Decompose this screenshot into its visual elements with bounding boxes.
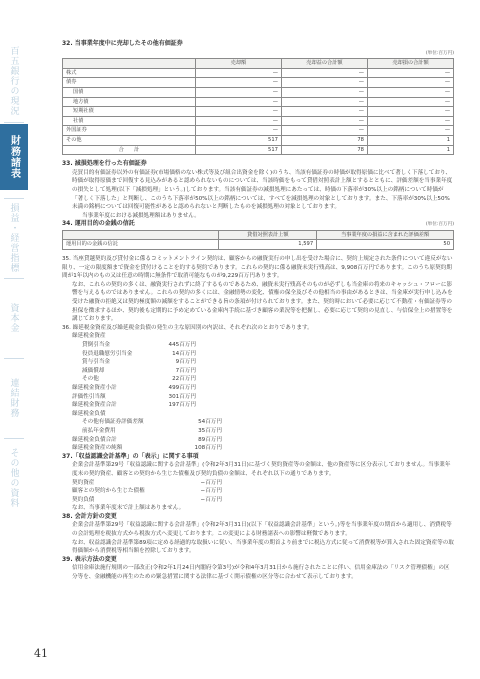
cell: —: [367, 78, 453, 88]
table-row: [63, 78, 454, 88]
section-37-note: なお、当事業年度末で計上額はありません。: [72, 505, 185, 512]
cell: —: [195, 116, 281, 126]
list-item: [62, 436, 454, 445]
item-value: 89百万円: [198, 436, 222, 443]
sales-table: [62, 58, 454, 155]
cell: 1: [367, 135, 453, 145]
cell: —: [281, 107, 367, 117]
cell: 517: [195, 145, 281, 155]
cell: 1,597: [219, 240, 317, 250]
list-item: [62, 496, 454, 505]
section-35-body-2: なお、これらの契約の多くは、融資実行されずに終了するものであるため、融資未実行残高そのものが必ずしも当金庫の将来のキャッシュ・フローに影響を与えるものではありません。これらの契約の多くには、金融情勢の変化、債権の保全及びその他相当の事由があるときは、当金庫が実行申し込みを受けた融資の拒絶又は契約極度額の減額をすることができる旨の条項が付けられております。また、契約時において必要に応じて不動産・有価証券等の担保を徴求するほか、契約後も定期的に予め定めている金庫内手続に基づき顧客の業況等を把握し、必要に応じて契約の見直し、与信保全上の措置等を講じております。: [72, 281, 453, 323]
item-value: −百万円: [200, 496, 222, 503]
section-36-intro: 36. 繰延税金資産及び繰延税金負債の発生の主な原因別の内訳は、それぞれ次のとおりであります。: [62, 324, 313, 331]
item-value: 108百万円: [194, 445, 222, 452]
row-label: 国債: [63, 87, 196, 97]
section-33-note: 当事業年度における減損処理額はありません。: [82, 212, 200, 219]
table-header: 売却額: [195, 59, 281, 69]
section-39-title: 39. 表示方法の変更: [62, 555, 117, 563]
cell: —: [367, 68, 453, 78]
side-divider: [4, 122, 24, 123]
document-body: [62, 40, 454, 582]
table-row: [63, 116, 454, 126]
section-34-title: 34. 運用目的の金銭の信託: [62, 220, 135, 228]
item-value: 35百万円: [198, 427, 222, 434]
side-divider: [4, 198, 24, 199]
cell: —: [195, 107, 281, 117]
side-tab-3[interactable]: [0, 205, 28, 271]
side-tab-4-label: 資本金: [8, 303, 19, 333]
item-value: −百万円: [200, 488, 222, 495]
section-32-title: 32. 当事業年度中に売却したその他有価証券: [62, 40, 183, 47]
cell: —: [195, 78, 281, 88]
item-label: 前払年金費用: [82, 427, 116, 434]
table-header: 売却益の合計額: [281, 59, 367, 69]
table-row: [63, 68, 454, 78]
list-item: [62, 444, 454, 453]
sidebar: [0, 0, 28, 679]
item-label: 繰延税金資産の純額: [72, 445, 123, 452]
row-label: その他: [63, 135, 196, 145]
item-label: 契約資産: [72, 479, 95, 486]
side-tab-5[interactable]: [0, 365, 28, 431]
money-trust-table: [62, 230, 454, 250]
item-value: 14百万円: [172, 350, 196, 357]
item-label: 減価償却: [82, 367, 105, 374]
table-row: [63, 135, 454, 145]
side-divider: [4, 278, 24, 279]
dta-heading: 繰延税金資産: [72, 333, 106, 340]
item-label: 繰延税金資産合計: [72, 402, 117, 409]
section-35-body: 35. 当座貸越契約及び貸付金に係るコミットメントライン契約は、顧客からの融資実行の申し出を受けた場合に、契約上規定された条件について違反がない限り、一定の限度額まで資金を貸付けることを約する契約であります。これらの契約に係る融資未実行残高は、9,908百万円であります。このうち原契約期間が1年以内のもの又は任意の時期に無条件で取消可能なものが9,229百万円あります。: [62, 256, 453, 280]
cell: 78: [281, 145, 367, 155]
list-item: [62, 487, 454, 496]
section-33-body: 売買目的有価証券以外の有価証券(市場価格のない株式等及び組合出資金を除く)のうち、当該有価証券の時価が取得原価に比べて著しく下落しており、時価が取得原価まで回復する見込みがあると認められないものについては、当該時価をもって貸借対照表計上額とするとともに、評価差額を当事業年度の損失として処理(以下「減損処理」という。)しております。当該有価証券の減損処理にあたっては、時価の下落率が30%以上の銘柄について時価が「著しく下落した」と判断し、このうち下落率が50%以上の銘柄については、すべてを減損処理の対象としております。また、下落率が30%以上50%未満の銘柄については回復可能性があると認められないと判断したものを減損処理の対象としております。: [72, 169, 453, 211]
item-label: 賞与引当金: [82, 359, 110, 366]
side-divider: [4, 358, 24, 359]
list-item: [62, 479, 454, 488]
item-value: −百万円: [200, 479, 222, 486]
cell: —: [281, 78, 367, 88]
list-item: [62, 418, 454, 427]
table-row: [63, 107, 454, 117]
side-tab-6[interactable]: [0, 445, 28, 511]
row-label: 合 計: [63, 145, 196, 155]
table-header: 当事業年度の損益に含まれた評価差額: [317, 230, 454, 240]
cell: 50: [317, 240, 454, 250]
cell: —: [281, 87, 367, 97]
side-tab-5-label: 連結財務: [8, 378, 19, 418]
section-37-title: 37.「収益認識会計基準」の「表示」に関する事項: [62, 452, 199, 460]
item-value: 54百万円: [198, 419, 222, 426]
list-item: [62, 358, 454, 367]
table-header: [63, 59, 196, 69]
side-tab-6-label: その他の資料: [8, 448, 19, 508]
section-39-body: 信用金庫法施行規則の一部改正(令和2年1月24日内閣府令第3号)が令和4年3月31日から施行されたことに伴い、信用金庫法の「リスク管理債権」の区分等を、金融機能の再生のための緊急措置に関する法律に基づく開示債権の区分等に合わせて表示しております。: [72, 565, 450, 581]
side-tab-3-label: 損益・経営指標: [8, 203, 19, 273]
row-label: 運用目的の金銭の信託: [63, 240, 219, 250]
section-38-title: 38. 会計方針の変更: [62, 512, 117, 520]
cell: —: [281, 116, 367, 126]
item-value: 499百万円: [168, 384, 196, 391]
item-label: 役員退職慰労引当金: [82, 350, 133, 357]
cell: —: [195, 126, 281, 136]
side-tab-1[interactable]: [0, 48, 28, 114]
list-item: [62, 341, 454, 350]
cell: —: [195, 87, 281, 97]
row-label: 債券: [63, 78, 196, 88]
cell: —: [281, 126, 367, 136]
section-32-unit: (単位:百万円): [425, 50, 454, 56]
section-33-title: 33. 減損処理を行った有価証券: [62, 160, 147, 168]
list-item: [62, 384, 454, 393]
side-tab-1-label: 百五銀行の現況: [8, 46, 19, 116]
item-value: 7百万円: [175, 367, 196, 374]
cell: —: [195, 97, 281, 107]
item-label: 評価性引当額: [72, 393, 106, 400]
section-34-unit: (単位:百万円): [425, 222, 454, 228]
table-header: [63, 230, 219, 240]
list-item: [62, 427, 454, 436]
row-label: 外国証券: [63, 126, 196, 136]
item-value: 445百万円: [168, 342, 196, 348]
item-value: 301百万円: [168, 393, 196, 400]
section-38-body: 企業会計基準第29号「収益認識に関する会計基準」(令和2年3月31日)(以下「収益認識会計基準」という。)等を当事業年度の期首から適用し、消費税等の会計処理を税抜方式から税抜方式へ変更しております。この変更による財務諸表への影響は軽微であります。: [72, 522, 452, 538]
list-item: [62, 367, 454, 376]
cell: —: [367, 116, 453, 126]
side-tab-2[interactable]: [0, 124, 28, 190]
list-item: [62, 350, 454, 359]
cell: —: [367, 107, 453, 117]
item-label: その他: [82, 376, 99, 383]
side-tab-2-label: 財務諸表: [8, 135, 20, 179]
row-label: 社債: [63, 116, 196, 126]
list-item: [62, 393, 454, 402]
list-item: [62, 401, 454, 410]
cell: —: [281, 68, 367, 78]
item-label: 顧客との契約から生じた債権: [72, 488, 145, 495]
side-divider: [4, 438, 24, 439]
row-label: 株式: [63, 68, 196, 78]
table-row: [63, 126, 454, 136]
row-label: 短期社債: [63, 107, 196, 117]
cell: —: [281, 97, 367, 107]
table-header: 貸借対照表計上額: [219, 230, 317, 240]
list-item: [62, 375, 454, 384]
item-label: 繰延税金負債合計: [72, 436, 117, 443]
table-row: [63, 240, 454, 250]
table-header: 売却損の合計額: [367, 59, 453, 69]
row-label: 地方債: [63, 97, 196, 107]
item-label: 貸倒引当金: [82, 342, 110, 348]
section-38-body-2: なお、収益認識会計基準第89項に定める経過的な取扱いに従い、当事業年度の期首より前までに税込方式に従って消費税等が算入された固定資産等の取得価額から消費税等相当額を控除しております。: [72, 539, 454, 555]
item-value: 197百万円: [168, 402, 196, 409]
table-row: [63, 87, 454, 97]
item-label: その他有価証券評価差額: [82, 419, 144, 426]
item-label: 契約負債: [72, 496, 95, 503]
cell: —: [367, 87, 453, 97]
item-value: 9百万円: [175, 359, 196, 366]
dtl-heading: 繰延税金負債: [72, 410, 106, 417]
cell: —: [195, 68, 281, 78]
table-total-row: [63, 145, 454, 155]
page-number: 41: [34, 647, 48, 660]
item-value: 22百万円: [172, 376, 196, 383]
cell: 78: [281, 135, 367, 145]
side-tab-4[interactable]: [0, 285, 28, 351]
section-37-body: 企業会計基準第29号「収益認識に関する会計基準」(令和2年3月31日)に基づく契約資産等の金額は、他の資産等に区分表示しておりません。当事業年度末の契約資産、顧客との契約から生じた債権及び契約負債の金額は、それぞれ以下の通りであります。: [72, 462, 451, 477]
table-row: [63, 97, 454, 107]
item-label: 繰延税金資産小計: [72, 384, 117, 391]
cell: —: [367, 126, 453, 136]
cell: 517: [195, 135, 281, 145]
cell: 1: [367, 145, 453, 155]
cell: —: [367, 97, 453, 107]
